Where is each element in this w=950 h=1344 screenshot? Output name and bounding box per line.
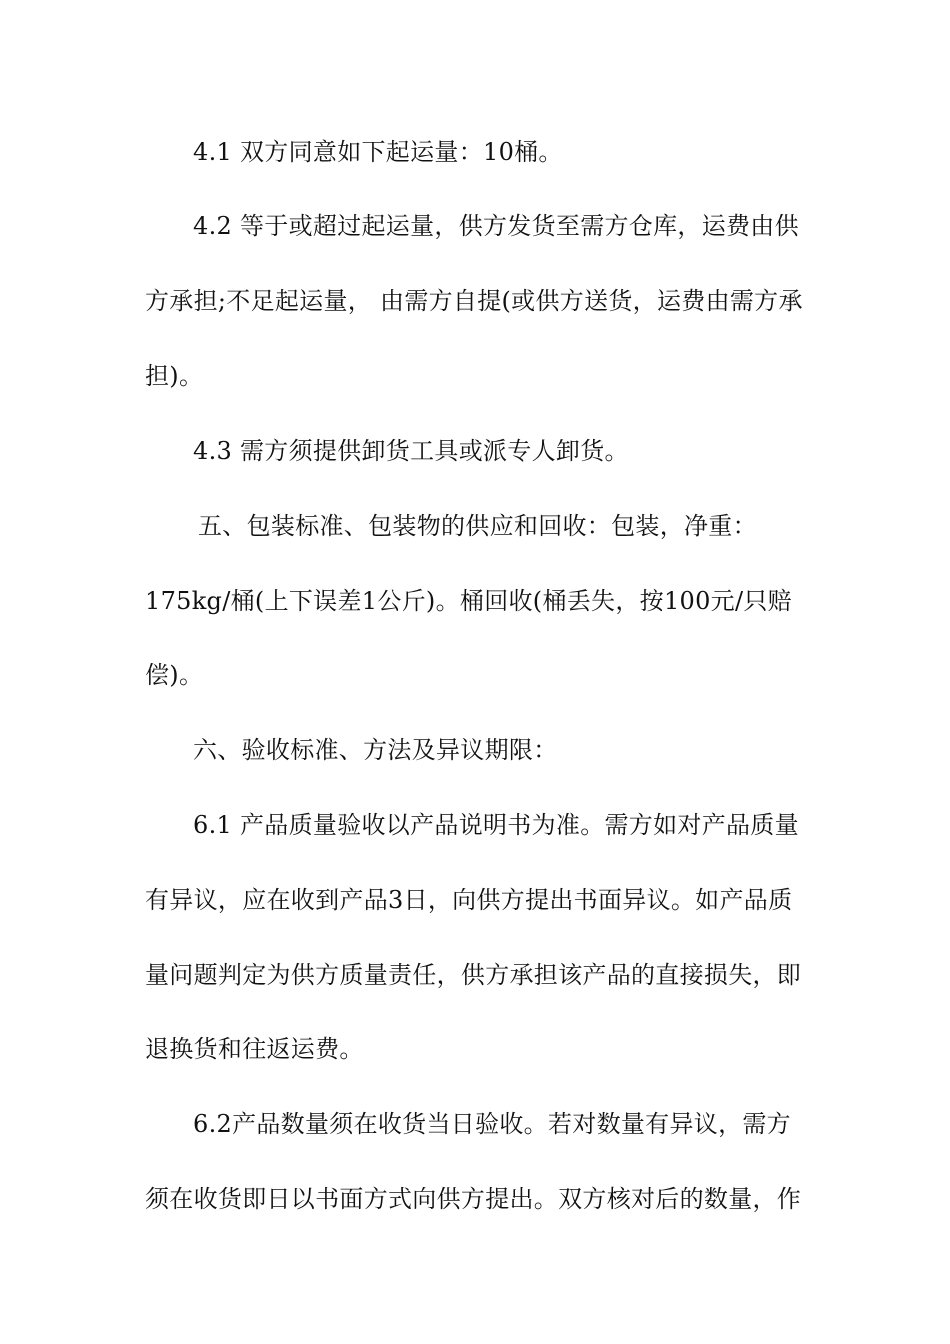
clause-6-1-line-1: 6.1 产品质量验收以产品说明书为准。需方如对产品质量 [193, 811, 799, 839]
section-5-line-2: 175kg/桶(上下误差1公斤)。桶回收(桶丢失，按100元/只赔 [145, 587, 792, 615]
clause-4-2-line-3: 担)。 [145, 362, 204, 390]
clause-4-3-line: 4.3 需方须提供卸货工具或派专人卸货。 [193, 437, 629, 465]
clause-4-2-line-2: 方承担;不足起运量， 由需方自提(或供方送货，运费由需方承 [145, 287, 803, 315]
clause-6-1-line-2: 有异议，应在收到产品3日，向供方提出书面异议。如产品质 [145, 886, 793, 914]
section-5-line-3: 偿)。 [145, 661, 204, 689]
clause-4-2-line-1: 4.2 等于或超过起运量，供方发货至需方仓库，运费由供 [193, 212, 799, 240]
clause-6-1-line-4: 退换货和往返运费。 [145, 1035, 364, 1063]
clause-6-2-line-1: 6.2产品数量须在收货当日验收。若对数量有异议，需方 [193, 1110, 791, 1138]
clause-4-1-line: 4.1 双方同意如下起运量：10桶。 [193, 138, 563, 166]
clause-6-1-line-3: 量问题判定为供方质量责任，供方承担该产品的直接损失，即 [145, 961, 802, 989]
clause-6-2-line-2: 须在收货即日以书面方式向供方提出。双方核对后的数量，作 [145, 1185, 802, 1213]
section-5-heading-line: 五、包装标准、包装物的供应和回收：包装，净重： [198, 512, 757, 540]
section-6-heading: 六、验收标准、方法及异议期限： [193, 736, 558, 764]
